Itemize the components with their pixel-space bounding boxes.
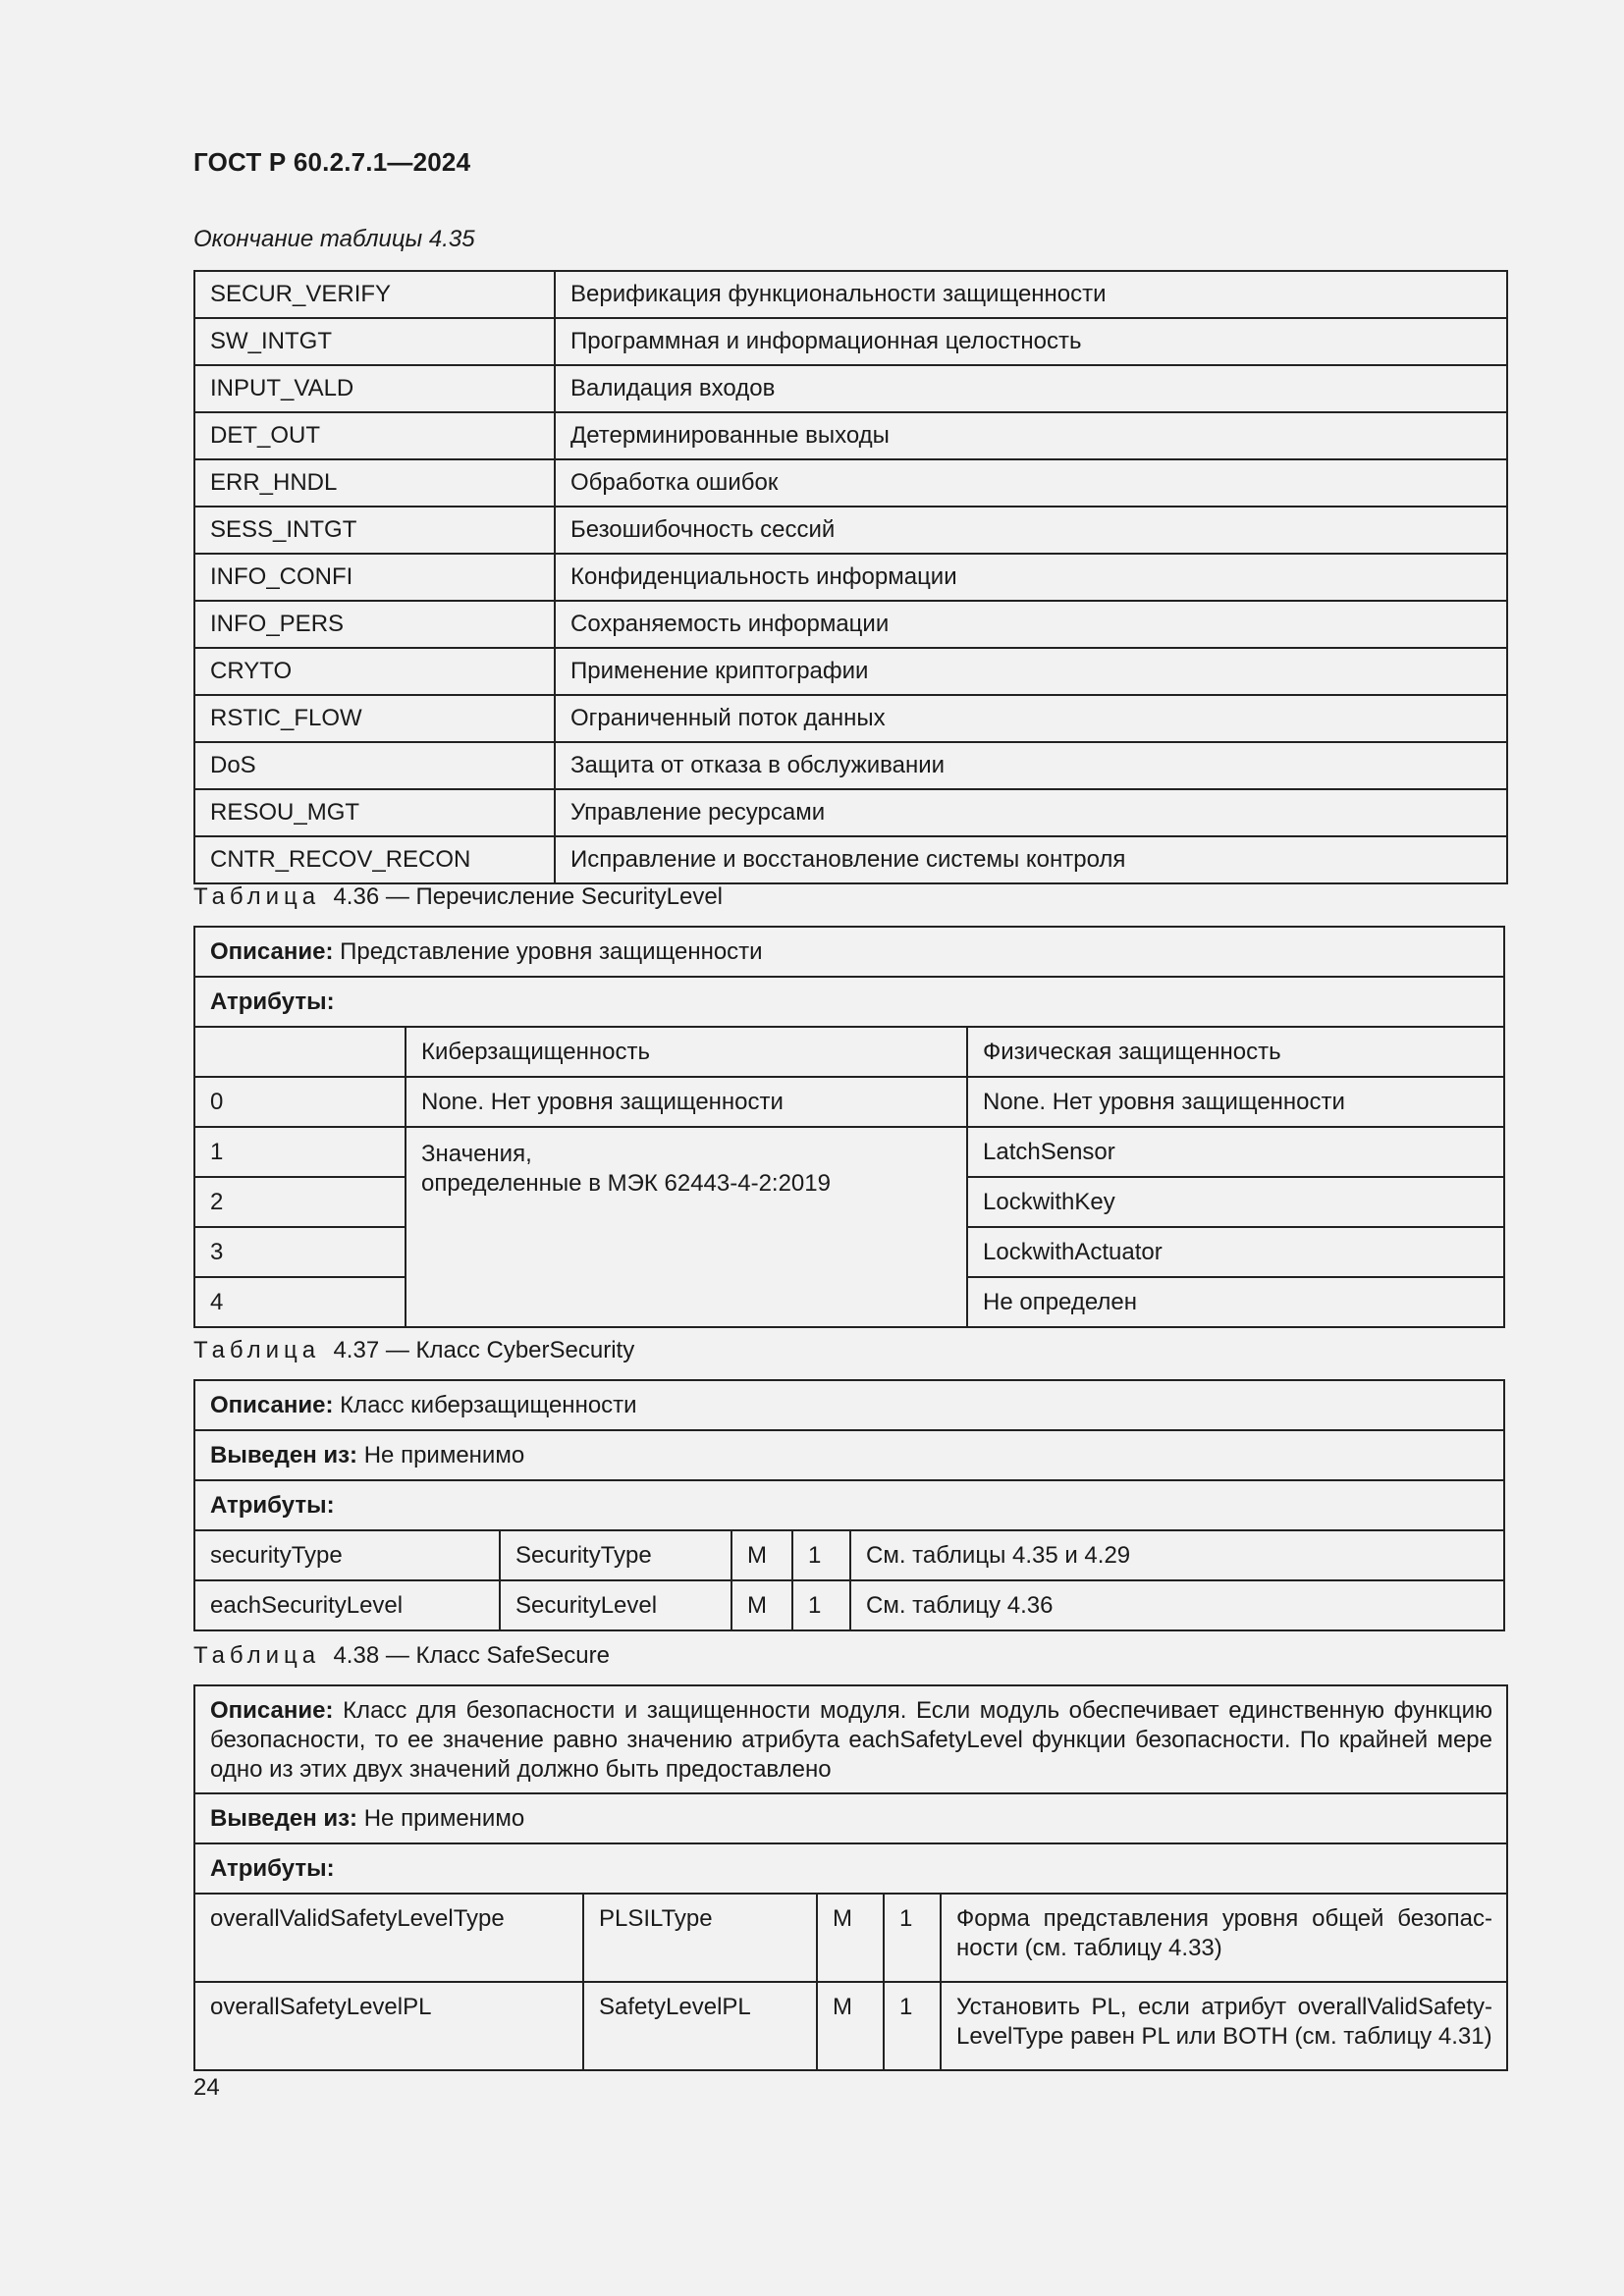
physical-cell: LatchSensor bbox=[967, 1127, 1504, 1177]
attribute-type-cell: SecurityType bbox=[500, 1530, 731, 1580]
description-cell: Применение криптографии bbox=[555, 648, 1507, 695]
attribute-name-cell: securityType bbox=[194, 1530, 500, 1580]
table-4-38 bbox=[193, 1684, 1508, 2071]
code-cell: ERR_HNDL bbox=[194, 459, 555, 507]
table-row bbox=[194, 1380, 1504, 1430]
table-4-37 bbox=[193, 1379, 1505, 1631]
merged-line: определенные в МЭК 62443-4-2:2019 bbox=[421, 1170, 831, 1197]
caption-word: Таблица bbox=[193, 1642, 321, 1669]
attribute-reference-cell: См. таблицу 4.36 bbox=[850, 1580, 1504, 1630]
table-row bbox=[194, 648, 1507, 695]
code-cell: RSTIC_FLOW bbox=[194, 695, 555, 742]
description-cell: Безошибочность сессий bbox=[555, 507, 1507, 554]
attribute-type-cell: PLSILType bbox=[583, 1894, 817, 1982]
attribute-name-cell: overallValidSafetyLevelType bbox=[194, 1894, 583, 1982]
table-row bbox=[194, 1982, 1507, 2070]
code-cell: CNTR_RECOV_RECON bbox=[194, 836, 555, 883]
derived-label: Выведен из: bbox=[210, 1441, 358, 1468]
level-cell: 2 bbox=[194, 1177, 406, 1227]
attribute-description-cell: Форма представления уровня общей безопасности (см. таблицу 4.33) bbox=[941, 1894, 1507, 1982]
attributes-label: Атрибуты: bbox=[194, 1843, 1507, 1894]
attribute-mandatory-cell: M bbox=[731, 1530, 792, 1580]
header-cell-cyber: Киберзащищенность bbox=[406, 1027, 967, 1077]
description-cell: Сохраняемость информации bbox=[555, 601, 1507, 648]
derived-text: Не применимо bbox=[363, 1804, 525, 1832]
table-row bbox=[194, 789, 1507, 836]
description-label: Описание: bbox=[210, 1697, 334, 1724]
attribute-mandatory-cell: M bbox=[731, 1580, 792, 1630]
derived-label: Выведен из: bbox=[210, 1804, 358, 1832]
code-cell: INFO_CONFI bbox=[194, 554, 555, 601]
level-cell: 4 bbox=[194, 1277, 406, 1327]
code-cell: DET_OUT bbox=[194, 412, 555, 459]
page-number: 24 bbox=[193, 2074, 220, 2101]
code-cell: CRYTO bbox=[194, 648, 555, 695]
attributes-label: Атрибуты: bbox=[194, 1480, 1504, 1530]
physical-cell: LockwithKey bbox=[967, 1177, 1504, 1227]
table-4-35 bbox=[193, 270, 1508, 884]
attribute-cardinality-cell: 1 bbox=[792, 1580, 850, 1630]
description-cell: Программная и информационная целостность bbox=[555, 318, 1507, 365]
code-cell: SW_INTGT bbox=[194, 318, 555, 365]
table-4-36 bbox=[193, 926, 1505, 1328]
table-4-37-caption bbox=[193, 1337, 634, 1364]
attribute-mandatory-cell: M bbox=[817, 1982, 884, 2070]
table-row bbox=[194, 412, 1507, 459]
table-row bbox=[194, 742, 1507, 789]
table-row bbox=[194, 601, 1507, 648]
attribute-mandatory-cell: M bbox=[817, 1894, 884, 1982]
description-cell: Конфиденциальность информации bbox=[555, 554, 1507, 601]
description-cell: Защита от отказа в обслуживании bbox=[555, 742, 1507, 789]
table-row bbox=[194, 1077, 1504, 1127]
level-cell: 0 bbox=[194, 1077, 406, 1127]
code-cell: RESOU_MGT bbox=[194, 789, 555, 836]
description-cell: Детерминированные выходы bbox=[555, 412, 1507, 459]
attribute-reference-cell: См. таблицы 4.35 и 4.29 bbox=[850, 1530, 1504, 1580]
derived-text: Не применимо bbox=[363, 1441, 525, 1468]
attribute-name-cell: overallSafetyLevelPL bbox=[194, 1982, 583, 2070]
table-row bbox=[194, 365, 1507, 412]
description-cell: Ограниченный поток данных bbox=[555, 695, 1507, 742]
description-row bbox=[194, 1685, 1507, 1793]
description-cell: Обработка ошибок bbox=[555, 459, 1507, 507]
derived-row bbox=[194, 1793, 1507, 1843]
table-row bbox=[194, 271, 1507, 318]
level-cell: 3 bbox=[194, 1227, 406, 1277]
description-label: Описание: bbox=[210, 1391, 334, 1418]
table-header-row bbox=[194, 1027, 1504, 1077]
description-row bbox=[194, 927, 1504, 977]
table-row bbox=[194, 507, 1507, 554]
description-cell: Верификация функциональности защищенности bbox=[555, 271, 1507, 318]
caption-title: 4.38 — Класс SafeSecure bbox=[333, 1642, 610, 1669]
code-cell: INPUT_VALD bbox=[194, 365, 555, 412]
attribute-cardinality-cell: 1 bbox=[792, 1530, 850, 1580]
table-4-36-caption bbox=[193, 883, 723, 911]
attribute-name-cell: eachSecurityLevel bbox=[194, 1580, 500, 1630]
table-row bbox=[194, 1793, 1507, 1843]
code-cell: SECUR_VERIFY bbox=[194, 271, 555, 318]
derived-row bbox=[194, 1430, 1504, 1480]
table-row bbox=[194, 695, 1507, 742]
cyber-cell: None. Нет уровня защищенности bbox=[406, 1077, 967, 1127]
table-row bbox=[194, 1127, 1504, 1177]
description-cell: Исправление и восстановление системы контроля bbox=[555, 836, 1507, 883]
header-cell-empty bbox=[194, 1027, 406, 1077]
document-header: ГОСТ Р 60.2.7.1—2024 bbox=[193, 147, 471, 177]
description-label: Описание: bbox=[210, 937, 334, 965]
physical-cell: None. Нет уровня защищенности bbox=[967, 1077, 1504, 1127]
physical-cell: Не определен bbox=[967, 1277, 1504, 1327]
table-row bbox=[194, 977, 1504, 1027]
attribute-type-cell: SafetyLevelPL bbox=[583, 1982, 817, 2070]
attributes-label: Атрибуты: bbox=[194, 977, 1504, 1027]
description-text: Класс для безопасности и защищенности модуля. Если модуль обеспечивает единственную функцию безопасности, то ее значение равно значению атрибута eachSafetyLevel функции безопасности. По крайней мере одно из этих двух значений должно быть предоставлено bbox=[210, 1697, 1492, 1783]
physical-cell: LockwithActuator bbox=[967, 1227, 1504, 1277]
attribute-type-cell: SecurityLevel bbox=[500, 1580, 731, 1630]
caption-title: 4.37 — Класс CyberSecurity bbox=[333, 1337, 635, 1363]
description-row bbox=[194, 1380, 1504, 1430]
description-text: Класс киберзащищенности bbox=[340, 1391, 637, 1418]
table-4-35-continuation-caption: Окончание таблицы 4.35 bbox=[193, 226, 475, 252]
table-row bbox=[194, 927, 1504, 977]
table-row bbox=[194, 459, 1507, 507]
table-row bbox=[194, 1685, 1507, 1793]
table-row bbox=[194, 836, 1507, 883]
cyber-merged-cell bbox=[406, 1127, 967, 1327]
attribute-cardinality-cell: 1 bbox=[884, 1894, 941, 1982]
table-row bbox=[194, 1530, 1504, 1580]
caption-title: 4.36 — Перечисление SecurityLevel bbox=[333, 883, 724, 910]
code-cell: DoS bbox=[194, 742, 555, 789]
description-cell: Валидация входов bbox=[555, 365, 1507, 412]
description-text: Представление уровня защищенности bbox=[340, 937, 763, 965]
attribute-description-cell: Установить PL, если атрибут overallValidSafetyLevelType равен PL или BOTH (см. таблицу 4.31) bbox=[941, 1982, 1507, 2070]
level-cell: 1 bbox=[194, 1127, 406, 1177]
table-row bbox=[194, 1843, 1507, 1894]
merged-line: Значения, bbox=[421, 1141, 532, 1167]
header-cell-physical: Физическая защищенность bbox=[967, 1027, 1504, 1077]
code-cell: INFO_PERS bbox=[194, 601, 555, 648]
attribute-cardinality-cell: 1 bbox=[884, 1982, 941, 2070]
table-row bbox=[194, 1894, 1507, 1982]
caption-word: Таблица bbox=[193, 1337, 321, 1363]
table-row bbox=[194, 1580, 1504, 1630]
table-row bbox=[194, 1430, 1504, 1480]
table-row bbox=[194, 1480, 1504, 1530]
description-cell: Управление ресурсами bbox=[555, 789, 1507, 836]
table-4-38-caption bbox=[193, 1642, 610, 1670]
table-row bbox=[194, 318, 1507, 365]
code-cell: SESS_INTGT bbox=[194, 507, 555, 554]
table-row bbox=[194, 554, 1507, 601]
caption-word: Таблица bbox=[193, 883, 321, 910]
